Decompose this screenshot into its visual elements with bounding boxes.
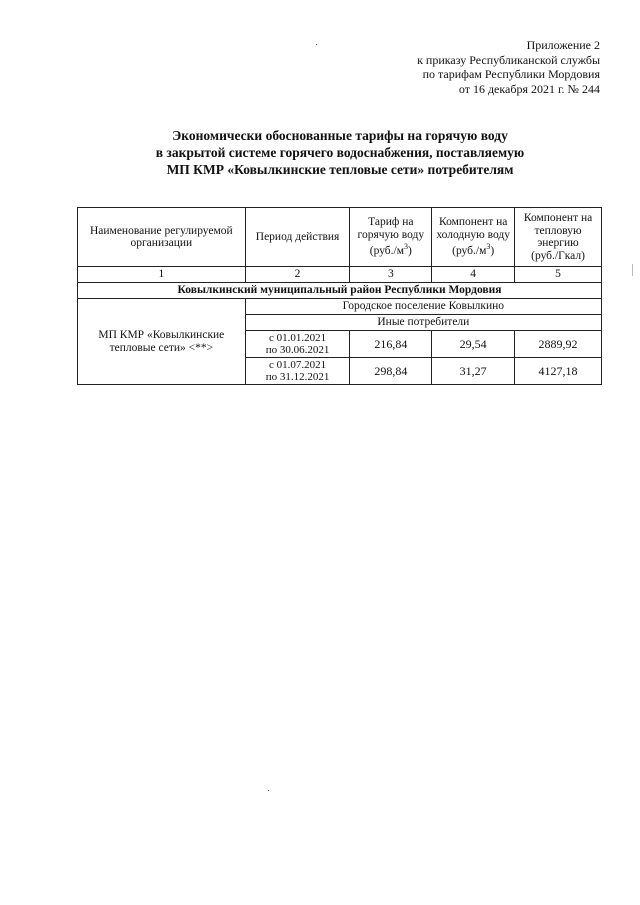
column-number: 5 — [515, 267, 602, 283]
header-period — [245, 208, 350, 267]
title-line-3: МП КМР «Ковылкинские тепловые сети» потребителям — [166, 162, 514, 177]
column-number: 2 — [245, 267, 350, 283]
header-tariff — [350, 208, 432, 267]
header-row — [78, 208, 602, 267]
period-to: по 30.06.2021 — [265, 344, 330, 356]
header-cold-component — [432, 208, 515, 267]
scan-speck — [632, 264, 633, 276]
cold-component-value: 29,54 — [432, 331, 515, 358]
appendix-line-1: Приложение 2 — [526, 38, 600, 52]
header-heat-component — [515, 208, 602, 267]
column-number-row — [78, 267, 602, 283]
header-heat-text: Компонент на тепловую энергию — [523, 212, 593, 249]
heat-component-value: 2889,92 — [515, 331, 602, 358]
header-cold-cube: 3 — [486, 242, 491, 252]
appendix-line-4: от 16 декабря 2021 г. № 244 — [458, 81, 600, 96]
header-heat-unit: (руб./Гкал) — [531, 249, 585, 262]
header-cold-unit: (руб./м — [452, 245, 487, 258]
header-organization-text: Наименование регулируемой организации — [89, 224, 233, 249]
period-from: с 01.01.2021 — [268, 332, 327, 344]
heat-component-value: 4127,18 — [515, 358, 602, 385]
title-line-2: в закрытой системе горячего водоснабжения, поставляемую — [155, 145, 525, 160]
appendix-block — [417, 38, 600, 96]
header-tariff-unit: (руб./м — [369, 245, 405, 258]
header-organization — [78, 208, 246, 267]
scan-speck — [268, 790, 269, 791]
column-number: 1 — [78, 267, 246, 283]
header-cold-text: Компонент на холодную воду — [436, 216, 510, 241]
column-number: 3 — [350, 267, 432, 283]
tariff-value: 216,84 — [350, 331, 432, 358]
header-tariff-text: Тариф на горячую воду — [357, 216, 425, 241]
period-from: с 01.07.2021 — [268, 359, 327, 371]
column-number: 4 — [432, 267, 515, 283]
appendix-line-2: к приказу Республиканской службы — [417, 52, 600, 67]
tariff-value: 298,84 — [350, 358, 432, 385]
settlement-name: Городское поселение Ковылкино — [245, 299, 601, 315]
region-name: Ковылкинский муниципальный район Республики Мордовия — [78, 283, 602, 299]
cold-component-value: 31,27 — [432, 358, 515, 385]
appendix-line-3: по тарифам Республики Мордовия — [422, 67, 600, 81]
header-tariff-cube: 3 — [404, 242, 409, 252]
period-to: по 31.12.2021 — [265, 371, 330, 383]
tariff-table — [77, 207, 602, 385]
header-cold-close: ) — [490, 245, 495, 258]
settlement-row — [78, 299, 602, 315]
period-cell — [245, 331, 350, 358]
title-line-1: Экономически обоснованные тарифы на горячую воду — [172, 128, 508, 143]
document-title — [40, 127, 640, 178]
header-tariff-close: ) — [408, 245, 412, 258]
consumers-name: Иные потребители — [245, 315, 601, 331]
organization-name: МП КМР «Ковылкинские тепловые сети» <**> — [78, 299, 246, 385]
scan-speck — [316, 44, 317, 45]
period-cell — [245, 358, 350, 385]
region-row — [78, 283, 602, 299]
header-period-text: Период действия — [255, 230, 340, 243]
